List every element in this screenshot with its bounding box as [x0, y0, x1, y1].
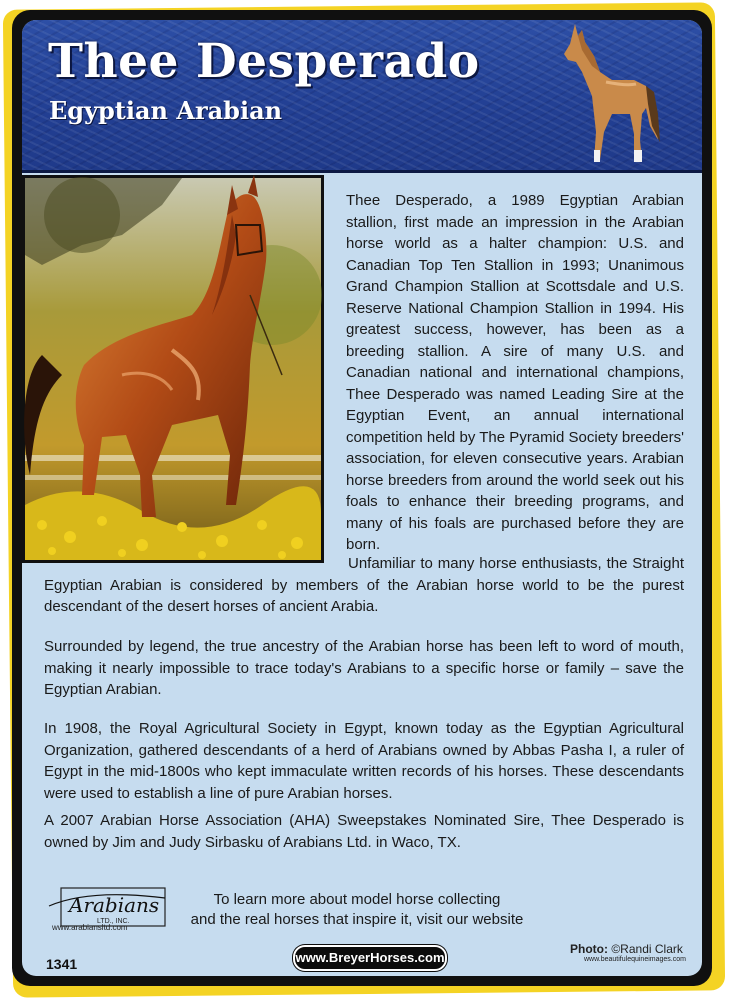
logo-url: www.arabiansltd.com: [52, 923, 128, 932]
website-invitation: [187, 890, 527, 930]
card-panel: [22, 20, 702, 976]
model-horse-image: [542, 22, 662, 167]
straight-egyptian-paragraph: Unfamiliar to many horse enthusiasts, the Straight Egyptian Arabian is considered by members of the Arabian horse world to be the purest descendant of the desert horses of ancient Arabia.: [44, 555, 684, 615]
intro-paragraph: Thee Desperado, a 1989 Egyptian Arabian stallion, first made an impression in the Arabian horse world as a halter champion: U.S. and Canadian Top Ten Stallion in 1993; Unanimous Grand Champion Stallion at Scottsdale and U.S. Reserve National Champion Stallion in 1994. His greatest success, however, has been as a breeding stallion. A sire of many U.S. and Canadian national and international champions, Thee Desperado was named Leading Sire at the Egyptian Event, an annual international competition held by The Pyramid Society breeders' association, for eleven consecutive years. Arabian horse breeders from around the world seek out his foals to enhance their breeding programs, and many of his foals are purchased before they are born.: [346, 192, 684, 553]
page-title: Thee Desperado: [48, 34, 480, 89]
breed-subtitle: Egyptian Arabian: [49, 96, 283, 125]
cta-line-2: and the real horses that inspire it, visit our website: [190, 911, 524, 928]
history-paragraph: In 1908, the Royal Agricultural Society in Egypt, known today as the Egyptian Agricultural Organization, gathered descendants of a herd of Arabians owned by Abbas Pasha I, a ruler of Egypt in the mid-1800s who kept immaculate written records of his horses. These descendants were used to establish a line of pure Arabian horses.: [44, 720, 684, 802]
photo-label: Photo:: [570, 942, 608, 956]
logo-sub: LTD., INC.: [97, 918, 130, 925]
stallion-photo-image: [22, 175, 324, 563]
ancestry-paragraph: Surrounded by legend, the true ancestry of the Arabian horse has been left to word of mouth, making it nearly impossible to trace today's Arabians to a specific horse or family – save the Egyptian Arabian.: [44, 638, 684, 698]
stallion-photo: [22, 175, 324, 563]
ownership-paragraph: A 2007 Arabian Horse Association (AHA) Sweepstakes Nominated Sire, Thee Desperado is owned by Jim and Judy Sirbasku of Arabians Ltd. in Waco, TX.: [44, 812, 684, 851]
cta-line-1: To learn more about model horse collecting: [213, 891, 501, 908]
photographer-site: www.beautifulequineimages.com: [584, 956, 686, 963]
breyer-website-button[interactable]: www.BreyerHorses.com: [293, 945, 447, 971]
logo-wordmark: Arabians: [69, 893, 160, 917]
header-banner: [22, 20, 702, 173]
photographer-name: ©Randi Clark: [611, 942, 683, 956]
photo-credit: [570, 942, 700, 963]
item-number: 1341: [46, 956, 78, 972]
